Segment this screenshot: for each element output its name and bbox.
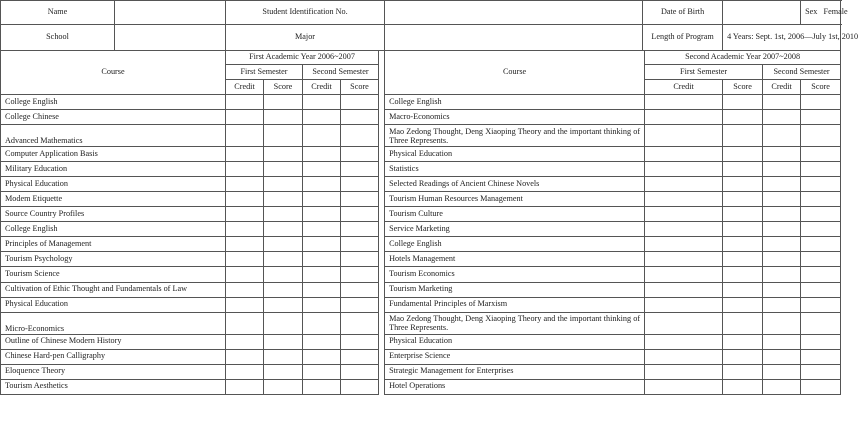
- year2-credit-cell: [763, 162, 801, 177]
- y2s1-score-header: Score: [723, 80, 763, 95]
- dob-label: Date of Birth: [643, 1, 723, 25]
- year2-course-name: Tourism Marketing: [385, 282, 645, 297]
- year1-sem2: Second Semester: [303, 65, 379, 80]
- year2-course-name: [385, 125, 645, 147]
- year1-credit-cell: [226, 162, 264, 177]
- year1-credit-cell: [226, 237, 264, 252]
- year2-score-cell: [801, 237, 841, 252]
- year1-score-cell: [341, 207, 379, 222]
- year2-credit-cell: [763, 282, 801, 297]
- year2-credit-cell: [645, 379, 723, 394]
- year1-score-cell: [264, 162, 303, 177]
- year1-course-name: Military Education: [1, 162, 226, 177]
- student-id-label: Student Identification No.: [226, 1, 385, 25]
- year1-score-cell: [264, 252, 303, 267]
- year2-course-name: Tourism Economics: [385, 267, 645, 282]
- y1s2-credit-header: Credit: [303, 80, 341, 95]
- school-label: School: [1, 25, 115, 51]
- year2-score-cell: [723, 110, 763, 125]
- year1-credit-cell: [226, 282, 264, 297]
- course-rows: [1, 95, 841, 395]
- year2-course-name: Tourism Culture: [385, 207, 645, 222]
- year2-credit-cell: [763, 95, 801, 110]
- year1-score-cell: [264, 222, 303, 237]
- sex-label: Sex: [805, 7, 818, 17]
- year2-score-cell: [801, 207, 841, 222]
- year2-course-name: Enterprise Science: [385, 349, 645, 364]
- year2-course-name: College English: [385, 237, 645, 252]
- year2-score-cell: [801, 147, 841, 162]
- year1-credit-cell: [303, 349, 341, 364]
- year1-score-cell: [341, 125, 379, 147]
- year1-credit-cell: [226, 312, 264, 334]
- year2-course-name: Hotels Management: [385, 252, 645, 267]
- year1-score-cell: [264, 192, 303, 207]
- year2-credit-cell: [763, 312, 801, 334]
- length-label: Length of Program: [643, 25, 723, 51]
- table-row: [1, 312, 841, 334]
- year1-score-cell: [264, 297, 303, 312]
- year1-credit-cell: [226, 95, 264, 110]
- year1-course-name: Modem Etiquette: [1, 192, 226, 207]
- year2-credit-cell: [763, 237, 801, 252]
- year1-course-name: Advanced Mathematics: [1, 125, 226, 147]
- year1-credit-cell: [303, 312, 341, 334]
- year1-credit-cell: [226, 252, 264, 267]
- table-row: [1, 282, 841, 297]
- year1-sem1: First Semester: [226, 65, 303, 80]
- year2-score-cell: [801, 334, 841, 349]
- year1-course-name: Physical Education: [1, 297, 226, 312]
- table-row: [1, 297, 841, 312]
- year2-credit-cell: [645, 192, 723, 207]
- table-row: [1, 237, 841, 252]
- year1-credit-cell: [226, 177, 264, 192]
- year2-title: Second Academic Year 2007~2008: [645, 51, 841, 65]
- year2-credit-cell: [763, 177, 801, 192]
- year2-score-cell: [801, 379, 841, 394]
- year2-credit-cell: [645, 267, 723, 282]
- year2-score-cell: [723, 312, 763, 334]
- year2-score-cell: [723, 207, 763, 222]
- year2-score-cell: [723, 252, 763, 267]
- year1-score-cell: [264, 379, 303, 394]
- table-row: [1, 207, 841, 222]
- table-row: [1, 95, 841, 110]
- year2-score-cell: [723, 297, 763, 312]
- major-label: Major: [226, 25, 385, 51]
- table-row: [1, 349, 841, 364]
- dob-value: [723, 1, 801, 25]
- sex-cell: [801, 1, 848, 25]
- year1-course-name: Tourism Psychology: [1, 252, 226, 267]
- table-row: [1, 162, 841, 177]
- year2-credit-cell: [763, 125, 801, 147]
- year1-score-cell: [341, 147, 379, 162]
- year2-score-cell: [801, 312, 841, 334]
- y1s1-score-header: Score: [264, 80, 303, 95]
- year1-score-cell: [341, 267, 379, 282]
- year2-credit-cell: [645, 282, 723, 297]
- year2-score-cell: [723, 125, 763, 147]
- year1-course-name: Outline of Chinese Modern History: [1, 334, 226, 349]
- year1-score-cell: [341, 192, 379, 207]
- year2-credit-cell: [645, 237, 723, 252]
- year2-score-cell: [723, 379, 763, 394]
- year1-credit-cell: [303, 297, 341, 312]
- year1-credit-cell: [226, 379, 264, 394]
- year1-credit-cell: [226, 364, 264, 379]
- year1-course-name: Tourism Science: [1, 267, 226, 282]
- watermark: [744, 5, 746, 14]
- year2-course-name: Fundamental Principles of Marxism: [385, 297, 645, 312]
- year1-title: First Academic Year 2006~2007: [226, 51, 379, 65]
- year1-course-name: Micro-Economics: [1, 312, 226, 334]
- year2-credit-cell: [763, 252, 801, 267]
- year2-course-name: Selected Readings of Ancient Chinese Novels: [385, 177, 645, 192]
- year1-credit-cell: [226, 349, 264, 364]
- year2-course-name: College English: [385, 95, 645, 110]
- year1-score-cell: [341, 297, 379, 312]
- year2-credit-cell: [645, 334, 723, 349]
- year1-credit-cell: [226, 334, 264, 349]
- year1-credit-cell: [226, 267, 264, 282]
- year2-credit-cell: [645, 349, 723, 364]
- y2s2-credit-header: Credit: [763, 80, 801, 95]
- year1-credit-cell: [303, 252, 341, 267]
- year2-sem1: First Semester: [645, 65, 763, 80]
- header-row-identity: [1, 1, 841, 25]
- year2-credit-cell: [763, 364, 801, 379]
- year1-score-cell: [264, 237, 303, 252]
- year2-score-cell: [723, 282, 763, 297]
- year1-score-cell: [264, 125, 303, 147]
- year2-score-cell: [723, 147, 763, 162]
- year2-course-name: Physical Education: [385, 334, 645, 349]
- year2-score-cell: [723, 364, 763, 379]
- year1-score-cell: [264, 110, 303, 125]
- year2-credit-cell: [645, 364, 723, 379]
- year2-score-cell: [801, 192, 841, 207]
- year2-score-cell: [801, 177, 841, 192]
- year1-credit-cell: [303, 334, 341, 349]
- year2-score-cell: [723, 95, 763, 110]
- course-header-year2: Course: [385, 51, 645, 95]
- year1-credit-cell: [303, 282, 341, 297]
- y2s1-credit-header: Credit: [645, 80, 723, 95]
- year1-credit-cell: [303, 379, 341, 394]
- year2-score-cell: [801, 110, 841, 125]
- table-row: [1, 222, 841, 237]
- year2-sem2: Second Semester: [763, 65, 841, 80]
- length-value: 4 Years: Sept. 1st, 2006—July 1st, 2010: [723, 25, 841, 51]
- year2-credit-cell: [763, 379, 801, 394]
- year2-credit-cell: [763, 222, 801, 237]
- year1-credit-cell: [303, 267, 341, 282]
- year2-course-name: Hotel Operations: [385, 379, 645, 394]
- year2-credit-cell: [763, 147, 801, 162]
- year1-score-cell: [341, 252, 379, 267]
- year1-credit-cell: [303, 147, 341, 162]
- year2-score-cell: [801, 125, 841, 147]
- year2-score-cell: [723, 222, 763, 237]
- header-row-program: [1, 25, 841, 51]
- year1-score-cell: [264, 95, 303, 110]
- year2-score-cell: [723, 192, 763, 207]
- table-row: [1, 192, 841, 207]
- year2-course-name: Tourism Human Resources Management: [385, 192, 645, 207]
- year1-score-cell: [264, 334, 303, 349]
- year1-course-name: Eloquence Theory: [1, 364, 226, 379]
- year1-course-name: Computer Application Basis: [1, 147, 226, 162]
- year2-course-name: Statistics: [385, 162, 645, 177]
- year2-credit-cell: [645, 222, 723, 237]
- year2-score-cell: [801, 95, 841, 110]
- year1-credit-cell: [303, 125, 341, 147]
- year1-course-name: Physical Education: [1, 177, 226, 192]
- year1-score-cell: [341, 349, 379, 364]
- year2-credit-cell: [763, 192, 801, 207]
- year2-credit-cell: [645, 252, 723, 267]
- name-value: [115, 1, 226, 25]
- year2-score-cell: [723, 162, 763, 177]
- year2-score-cell: [801, 162, 841, 177]
- table-row: [1, 110, 841, 125]
- year1-course-name: College English: [1, 222, 226, 237]
- year2-score-cell: [801, 267, 841, 282]
- year1-course-name: Tourism Aesthetics: [1, 379, 226, 394]
- table-row: [1, 125, 841, 147]
- year1-credit-cell: [303, 364, 341, 379]
- year1-credit-cell: [226, 297, 264, 312]
- year1-score-cell: [264, 147, 303, 162]
- year1-score-cell: [264, 312, 303, 334]
- year2-credit-cell: [763, 334, 801, 349]
- year2-score-cell: [801, 282, 841, 297]
- year1-score-cell: [264, 177, 303, 192]
- year2-score-cell: [723, 334, 763, 349]
- year2-credit-cell: [645, 95, 723, 110]
- table-row: [1, 379, 841, 394]
- year1-score-cell: [341, 379, 379, 394]
- year2-credit-cell: [763, 349, 801, 364]
- year2-credit-cell: [763, 297, 801, 312]
- year1-score-cell: [341, 334, 379, 349]
- table-row: [1, 252, 841, 267]
- year1-score-cell: [341, 312, 379, 334]
- year2-course-name: Physical Education: [385, 147, 645, 162]
- year1-score-cell: [264, 349, 303, 364]
- year1-credit-cell: [303, 222, 341, 237]
- year2-credit-cell: [763, 267, 801, 282]
- year2-course-name-text: Mao Zedong Thought, Deng Xiaoping Theory and the important thinking of Three Represents.: [389, 314, 641, 333]
- y1s1-credit-header: Credit: [226, 80, 264, 95]
- year2-credit-cell: [645, 110, 723, 125]
- year1-credit-cell: [226, 207, 264, 222]
- year2-score-cell: [801, 252, 841, 267]
- year1-score-cell: [264, 282, 303, 297]
- year1-score-cell: [341, 237, 379, 252]
- year2-score-cell: [801, 297, 841, 312]
- name-label: Name: [1, 1, 115, 25]
- year1-credit-cell: [303, 192, 341, 207]
- year2-course-name: [385, 312, 645, 334]
- year2-course-name: Service Marketing: [385, 222, 645, 237]
- year2-credit-cell: [645, 147, 723, 162]
- year1-course-name: College English: [1, 95, 226, 110]
- year2-score-cell: [801, 222, 841, 237]
- year1-credit-cell: [226, 125, 264, 147]
- year2-credit-cell: [645, 177, 723, 192]
- year1-score-cell: [264, 207, 303, 222]
- year2-score-cell: [801, 364, 841, 379]
- year1-credit-cell: [226, 192, 264, 207]
- year1-score-cell: [341, 364, 379, 379]
- year2-credit-cell: [645, 207, 723, 222]
- header-row-years: [1, 51, 841, 65]
- year1-score-cell: [341, 282, 379, 297]
- y1s2-score-header: Score: [341, 80, 379, 95]
- year2-score-cell: [723, 177, 763, 192]
- year1-course-name: Chinese Hard-pen Calligraphy: [1, 349, 226, 364]
- year1-score-cell: [341, 162, 379, 177]
- year2-score-cell: [723, 267, 763, 282]
- year1-course-name: Cultivation of Ethic Thought and Fundamentals of Law: [1, 282, 226, 297]
- year2-credit-cell: [763, 110, 801, 125]
- year1-score-cell: [264, 267, 303, 282]
- year2-credit-cell: [645, 312, 723, 334]
- table-row: [1, 147, 841, 162]
- sex-value: Female: [823, 7, 848, 17]
- table-row: [1, 364, 841, 379]
- table-row: [1, 334, 841, 349]
- course-header-year1: Course: [1, 51, 226, 95]
- year1-score-cell: [264, 364, 303, 379]
- year2-score-cell: [723, 237, 763, 252]
- year2-score-cell: [723, 349, 763, 364]
- student-id-value: [385, 1, 643, 25]
- year2-credit-cell: [645, 162, 723, 177]
- year1-score-cell: [341, 110, 379, 125]
- year1-course-name: College Chinese: [1, 110, 226, 125]
- year1-score-cell: [341, 95, 379, 110]
- table-row: [1, 177, 841, 192]
- major-value: [385, 25, 643, 51]
- school-value: [115, 25, 226, 51]
- year1-credit-cell: [226, 110, 264, 125]
- year1-credit-cell: [226, 147, 264, 162]
- year1-score-cell: [341, 222, 379, 237]
- year1-credit-cell: [226, 222, 264, 237]
- year2-course-name: Strategic Management for Enterprises: [385, 364, 645, 379]
- year1-credit-cell: [303, 95, 341, 110]
- table-row: [1, 267, 841, 282]
- year2-credit-cell: [645, 125, 723, 147]
- year1-credit-cell: [303, 237, 341, 252]
- year2-course-name-text: Mao Zedong Thought, Deng Xiaoping Theory and the important thinking of Three Represents.: [389, 126, 641, 145]
- year2-credit-cell: [645, 297, 723, 312]
- year1-credit-cell: [303, 162, 341, 177]
- year1-credit-cell: [303, 110, 341, 125]
- year1-course-name: Source Country Profiles: [1, 207, 226, 222]
- year2-score-cell: [801, 349, 841, 364]
- year1-score-cell: [341, 177, 379, 192]
- year2-course-name: Macro-Economics: [385, 110, 645, 125]
- year1-credit-cell: [303, 177, 341, 192]
- y2s2-score-header: Score: [801, 80, 841, 95]
- year1-course-name: Principles of Management: [1, 237, 226, 252]
- year2-credit-cell: [763, 207, 801, 222]
- year1-credit-cell: [303, 207, 341, 222]
